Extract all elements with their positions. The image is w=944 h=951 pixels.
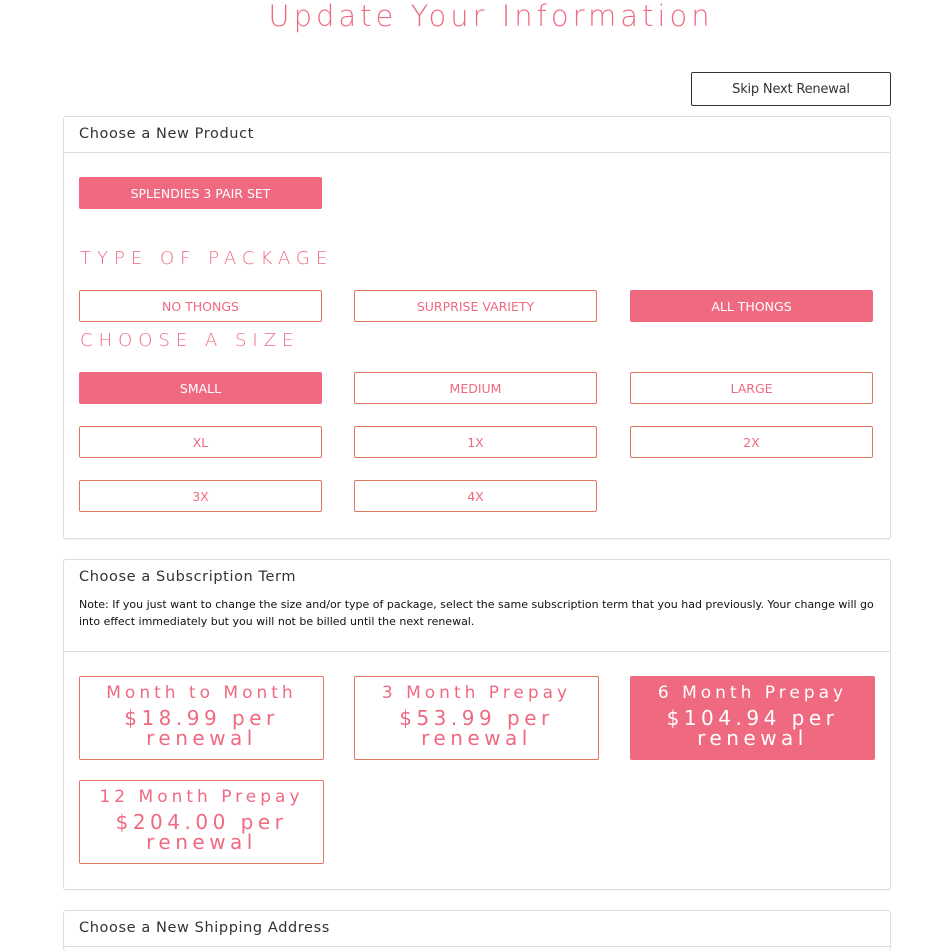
term-option-month-to-month[interactable] [79,676,324,760]
package-option-all-thongs[interactable]: ALL THONGS [630,290,873,322]
size-label: CHOOSE A SIZE [80,330,300,351]
package-option-surprise-variety[interactable]: SURPRISE VARIETY [354,290,597,322]
term-price: $104.94 per renewal [666,706,839,750]
package-type-label: TYPE OF PACKAGE [80,248,334,269]
product-panel [63,116,891,539]
term-option-3-month[interactable] [354,676,599,760]
size-option-large[interactable]: LARGE [630,372,873,404]
size-option-4x[interactable]: 4X [354,480,597,512]
shipping-panel [63,910,891,951]
term-price: $204.00 per renewal [115,810,288,854]
term-price: $53.99 per renewal [399,706,554,750]
term-price: $18.99 per renewal [124,706,279,750]
shipping-panel-title: Choose a New Shipping Address [79,920,330,936]
skip-next-renewal-button[interactable]: Skip Next Renewal [691,72,891,106]
product-panel-title: Choose a New Product [79,126,254,142]
page-title: Update Your Information [268,0,714,33]
subscription-panel [63,559,891,890]
term-name: 6 Month Prepay [657,683,848,703]
term-name: 3 Month Prepay [381,683,572,703]
package-option-no-thongs[interactable]: NO THONGS [79,290,322,322]
size-option-xl[interactable]: XL [79,426,322,458]
size-option-3x[interactable]: 3X [79,480,322,512]
term-option-6-month[interactable] [630,676,875,760]
subscription-note: Note: If you just want to change the size and/or type of package, select the same subscription term that you had previously. Your change will go into effect immediately but you will not be billed until the next renewal. [79,598,874,628]
term-name: Month to Month [106,683,297,703]
subscription-panel-title: Choose a Subscription Term [79,569,297,585]
term-name: 12 Month Prepay [99,787,304,807]
size-option-2x[interactable]: 2X [630,426,873,458]
product-option-splendies[interactable]: SPLENDIES 3 PAIR SET [79,177,322,209]
product-panel-heading [64,117,890,153]
size-option-small[interactable]: SMALL [79,372,322,404]
term-option-12-month[interactable] [79,780,324,864]
size-option-1x[interactable]: 1X [354,426,597,458]
size-option-medium[interactable]: MEDIUM [354,372,597,404]
shipping-panel-heading [64,911,890,947]
